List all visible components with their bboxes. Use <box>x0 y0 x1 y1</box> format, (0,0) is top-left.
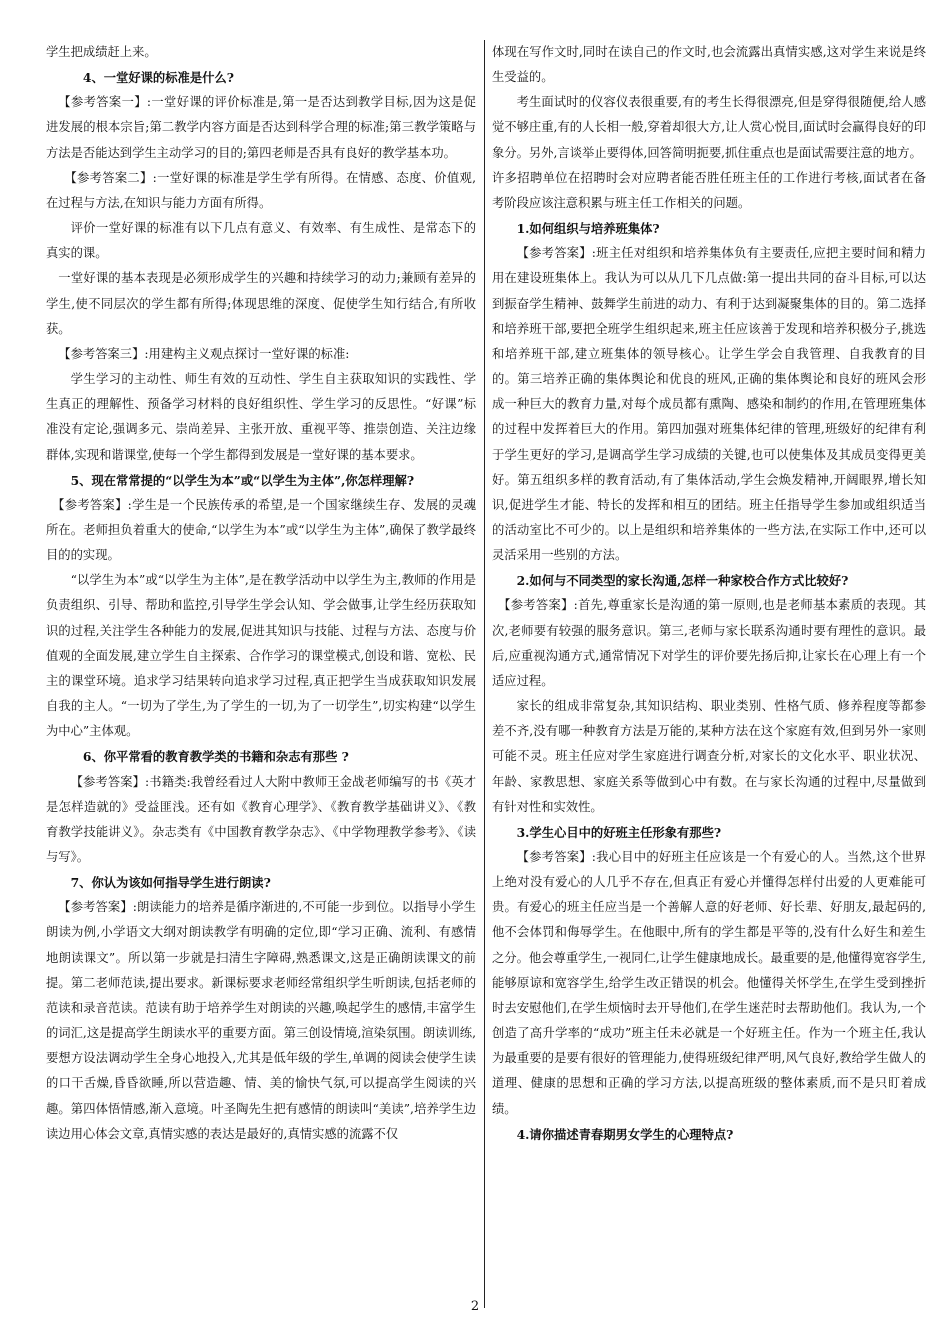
paragraph: 学生学习的主动性、师生有效的互动性、学生自主获取知识的实践性、学生真正的理解性、预备学习材料的良好组织性、学生学习的反思性。“好课”标准没有定论,强调多元、崇尚差异、主张开放、重视平等、推崇创造、关注边缘群体,实现和谐课堂,使每一个学生都得到发展是一堂好课的基本要求。 <box>46 372 476 462</box>
question-heading: 5、现在常常提的“以学生为本”或“以学生为主体”,你怎样理解? <box>70 472 415 488</box>
paragraph: 【参考答案】:首先,尊重家长是沟通的第一原则,也是老师基本素质的表现。其次,老师要有较强的服务意识。第三,老师与家长联系沟通时要有理性的意识。最后,应重视沟通方式,通常情况下对学生的评价要先扬后抑,让家长在心理上有一个适应过程。 <box>492 598 926 688</box>
paragraph: 【参考答案】:班主任对组织和培养集体负有主要责任,应把主要时间和精力用在建设班集体上。我认为可以从几下几点做:第一提出共同的奋斗目标,可以达到振奋学生精神、鼓舞学生前进的动力、有利于达到凝聚集体的目的。第二选择和培养班干部,要把全班学生组织起来,班主任应该善于发现和培养积极分子,挑选和培养班干部,建立班集体的领导核心。让学生学会自我管理、自我教育的目的。第三培养正确的集体舆论和优良的班风,正确的集体舆论和良好的班风会形成一种巨大的教育力量,对每个成员都有熏陶、感染和制约的作用,在管理班集体的过程中发挥着巨大的作用。第四加强对班集体纪律的管理,班级好的纪律有利于学生更好的学习,是调高学生学习成绩的关键,也可以使集体及其成员变得更美好。第五组织多样的教育活动,有了集体活动,学生会焕发精神,开阔眼界,增长知识,促进学生才能、特长的发挥和相互的团结。班主任指导学生参加或组织适当的活动室比不可少的。以上是组织和培养集体的一些方法,在实际工作中,还可以灵活采用一些别的方法。 <box>492 246 926 563</box>
paragraph: 学生把成绩赶上来。 <box>46 45 157 59</box>
paragraph: 体现在写作文时,同时在读自己的作文时,也会流露出真情实感,这对学生来说是终生受益的。 <box>492 45 926 85</box>
question-heading: 3.学生心目中的好班主任形象有那些? <box>516 824 722 840</box>
question-heading: 6、你平常看的教育教学类的书籍和杂志有那些 ? <box>82 749 349 765</box>
paragraph: 【参考答案二】:一堂好课的标准是学生学有所得。在情感、态度、价值观,在过程与方法,在知识与能力方面有所得。 <box>46 170 476 210</box>
paragraph: 一堂好课的基本表现是必须形成学生的兴趣和持续学习的动力;兼顾有差异的学生,使不同层次的学生都有所得;体现思维的深度、促使学生知行结合,有所收获。 <box>46 271 476 336</box>
question-heading: 2.如何与不同类型的家长沟通,怎样一种家校合作方式比较好? <box>516 573 849 589</box>
column-divider <box>484 40 485 1308</box>
paragraph: 【参考答案】:学生是一个民族传承的希望,是一个国家继续生存、发展的灵魂所在。老师担负着重大的使命,“以学生为本”或“以学生为主体”,确保了教学最终目的的实现。 <box>46 497 476 563</box>
paragraph: 家长的组成非常复杂,其知识结构、职业类别、性格气质、修养程度等都参差不齐,没有哪一种教育方法是万能的,某种方法在这个家庭有效,但到另外一家则可能不灵。班主任应对学生家庭进行调查分析,对家长的文化水平、职业状况、年龄、家教思想、家庭关系等做到心中有数。在与家长沟通的过程中,尽量做到有针对性和实效性。 <box>492 699 926 814</box>
paragraph: 考生面试时的仪容仪表很重要,有的考生长得很漂亮,但是穿得很随便,给人感觉不够庄重,有的人长相一般,穿着却很大方,让人赏心悦目,面试时会赢得良好的印象分。另外,言谈举止要得体,回答简明扼要,抓住重点也是面试需要注意的地方。 <box>492 95 926 160</box>
paragraph: 【参考答案一】:一堂好课的评价标准是,第一是否达到教学目标,因为这是促进发展的根本宗旨;第二教学内容方面是否达到科学合理的标准;第三教学策略与方法是否能达到学生主动学习的目的;第四老师是否具有良好的教学基本功。 <box>46 95 476 160</box>
question-heading: 4、一堂好课的标准是什么? <box>82 70 234 86</box>
page-number: 2 <box>470 1299 480 1314</box>
paragraph: 评价一堂好课的标准有以下几点有意义、有效率、有生成性、是常态下的真实的课。 <box>46 221 476 261</box>
paragraph: 【参考答案】:我心目中的好班主任应该是一个有爱心的人。当然,这个世界上绝对没有爱心的人几乎不存在,但真正有爱心并懂得怎样付出爱的人更难能可贵。有爱心的班主任应当是一个善解人意的好老师、好长辈、好朋友,最起码的,他不会体罚和侮辱学生。在他眼中,所有的学生都是平等的,没有什么好生和差生之分。他会尊重学生,一视同仁,让学生健康地成长。最重要的是,他懂得宽容学生,能够原谅和宽容学生,给学生改正错误的机会。他懂得关怀学生,在学生受到挫折时去安慰他们,在学生烦恼时去开导他们,在学生迷茫时去帮助他们。我认为,一个创造了高升学率的“成功”班主任未必就是一个好班主任。作为一个班主任,我认为最重要的是要有很好的管理能力,使得班级纪律严明,风气良好,教给学生做人的道理、健康的思想和正确的学习方法,以提高班级的整体素质,而不是只盯着成绩。 <box>492 850 926 1116</box>
paragraph: 【参考答案三】:用建构主义观点探讨一堂好课的标准: <box>58 346 350 361</box>
question-heading: 1.如何组织与培养班集体? <box>516 221 660 237</box>
right-column <box>492 40 926 1300</box>
paragraph: 许多招聘单位在招聘时会对应聘者能否胜任班主任的工作进行考核,面试者在备考阶段应该注意积累与班主任工作相关的问题。 <box>492 170 926 210</box>
question-heading: 7、你认为该如何指导学生进行朗读? <box>70 875 271 891</box>
paragraph: 【参考答案】:书籍类:我曾经看过人大附中教师王金战老师编写的书《英才是怎样造就的》受益匪浅。还有如《教育心理学》、《教育教学基础讲义》、《教育教学技能讲义》。杂志类有《中国教育教学杂志》、《中学物理教学参考》、《读与写》。 <box>46 774 476 864</box>
paragraph: “以学生为本”或“以学生为主体”,是在教学活动中以学生为主,教师的作用是负责组织、引导、帮助和监控,引导学生学会认知、学会做事,让学生经历获取知识的过程,关注学生各种能力的发展,促进其知识与技能、过程与方法、态度与价值观的全面发展,建立学生自主探索、合作学习的课堂模式,创设和谐、宽松、民主的课堂环境。追求学习结果转向追求学习过程,真正把学生当成获取知识发展自我的主人。“一切为了学生,为了学生的一切,为了一切学生”,切实构建“以学生为中心”主体观。 <box>46 573 476 739</box>
paragraph: 【参考答案】:朗读能力的培养是循序渐进的,不可能一步到位。以指导小学生朗读为例,小学语文大纲对朗读教学有明确的定位,即“学习正确、流利、有感情地朗读课文”。所以第一步就是扫清生字障碍,熟悉课文,这是正确朗读课文的前提。第二老师范读,提出要求。新课标要求老师经常组织学生听朗读,包括老师的范读和录音范读。范读有助于培养学生对朗读的兴趣,唤起学生的感情,丰富学生的词汇,这是提高学生朗读水平的重要方面。第三创设情境,渲染氛围。朗读训练,要想方设法调动学生全身心地投入,尤其是低年级的学生,单调的阅读会使学生读的口干舌燥,昏昏欲睡,所以营造趣、情、美的愉快气氛,可以提高学生阅读的兴趣。第四体悟情感,渐入意境。叶圣陶先生把有感情的朗读叫“美读”,培养学生边读边用心体会文章,真情实感的表达是最好的,真情实感的流露不仅 <box>46 900 476 1141</box>
question-heading: 4.请你描述青春期男女学生的心理特点? <box>516 1126 734 1142</box>
left-column <box>46 40 476 1300</box>
